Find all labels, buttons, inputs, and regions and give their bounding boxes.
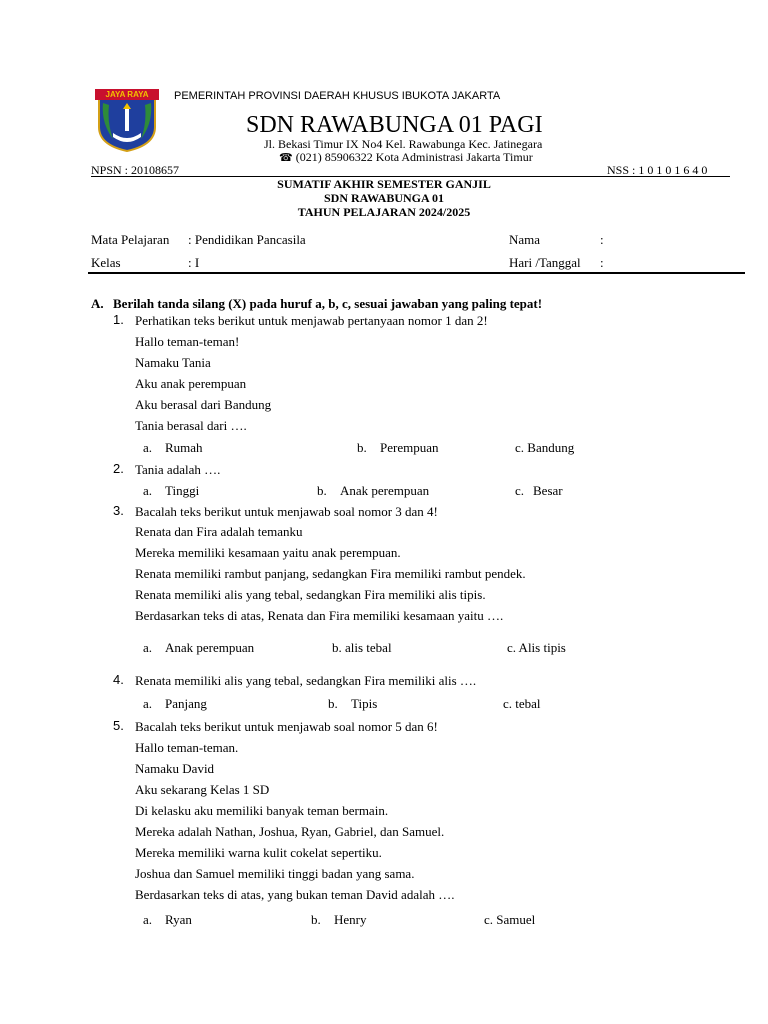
question-number: 1. xyxy=(113,312,124,327)
question-text: Bacalah teks berikut untuk menjawab soal nomor 5 dan 6! xyxy=(135,719,438,734)
subject-value: : Pendidikan Pancasila xyxy=(188,232,306,247)
passage-line: Hallo teman-teman. xyxy=(135,740,239,755)
phone-number: (021) 85906322 Kota Administrasi Jakarta Timur xyxy=(295,150,533,164)
option-letter[interactable]: b. xyxy=(311,912,321,927)
question-text: Bacalah teks berikut untuk menjawab soal nomor 3 dan 4! xyxy=(135,504,438,519)
option-letter[interactable]: b. xyxy=(328,696,338,711)
option-text[interactable]: c. Bandung xyxy=(515,440,575,455)
class-label: Kelas xyxy=(91,255,121,270)
school-address: Jl. Bekasi Timur IX No4 Kel. Rawabunga Kec. Jatinegara xyxy=(264,137,543,151)
option-letter[interactable]: c. xyxy=(515,483,525,498)
option-letter[interactable]: b. xyxy=(317,483,327,498)
option-text[interactable]: b. alis tebal xyxy=(332,640,392,655)
passage-line: Joshua dan Samuel memiliki tinggi badan yang sama. xyxy=(135,866,415,881)
exam-school: SDN RAWABUNGA 01 xyxy=(323,191,445,205)
option-text[interactable]: c. tebal xyxy=(503,696,541,711)
phone-icon: ☎ xyxy=(279,151,293,164)
passage-line: Aku anak perempuan xyxy=(135,376,247,391)
class-value: : I xyxy=(188,255,200,270)
option-text[interactable]: Rumah xyxy=(165,440,203,455)
exam-year: TAHUN PELAJARAN 2024/2025 xyxy=(297,205,471,219)
dki-jakarta-logo xyxy=(95,87,159,153)
question-text: Perhatikan teks berikut untuk menjawab pertanyaan nomor 1 dan 2! xyxy=(135,313,488,328)
question-number: 5. xyxy=(113,718,124,733)
name-label: Nama xyxy=(509,232,541,247)
option-text[interactable]: Tipis xyxy=(351,696,378,711)
option-letter[interactable]: a. xyxy=(143,483,153,498)
question-number: 4. xyxy=(113,672,124,687)
passage-line: Hallo teman-teman! xyxy=(135,334,240,349)
section-label: A. xyxy=(91,296,104,311)
date-field[interactable]: : xyxy=(600,255,604,270)
passage-line: Berdasarkan teks di atas, yang bukan teman David adalah …. xyxy=(135,887,455,902)
school-name: SDN RAWABUNGA 01 PAGI xyxy=(246,112,543,138)
section-instruction: Berilah tanda silang (X) pada huruf a, b, c, sesuai jawaban yang paling tepat! xyxy=(113,296,543,311)
option-text[interactable]: c. Alis tipis xyxy=(507,640,566,655)
date-label: Hari /Tanggal xyxy=(509,255,581,270)
option-text[interactable]: Henry xyxy=(334,912,367,927)
passage-line: Di kelasku aku memiliki banyak teman bermain. xyxy=(135,803,389,818)
passage-line: Mereka memiliki kesamaan yaitu anak perempuan. xyxy=(135,545,401,560)
passage-line: Tania berasal dari …. xyxy=(135,418,247,433)
option-text[interactable]: Anak perempuan xyxy=(340,483,430,498)
option-letter[interactable]: a. xyxy=(143,696,153,711)
question-number: 3. xyxy=(113,503,124,518)
option-letter[interactable]: b. xyxy=(357,440,367,455)
passage-line: Berdasarkan teks di atas, Renata dan Fira memiliki kesamaan yaitu …. xyxy=(135,608,504,623)
exam-title: SUMATIF AKHIR SEMESTER GANJIL xyxy=(277,177,491,191)
option-text[interactable]: Anak perempuan xyxy=(165,640,255,655)
passage-line: Renata dan Fira adalah temanku xyxy=(135,524,303,539)
option-letter[interactable]: a. xyxy=(143,912,153,927)
subject-label: Mata Pelajaran xyxy=(91,232,170,247)
passage-line: Aku sekarang Kelas 1 SD xyxy=(135,782,270,797)
option-text[interactable]: Besar xyxy=(533,483,563,498)
info-divider xyxy=(88,272,745,274)
question-number: 2. xyxy=(113,461,124,476)
passage-line: Mereka adalah Nathan, Joshua, Ryan, Gabriel, dan Samuel. xyxy=(135,824,445,839)
option-text[interactable]: c. Samuel xyxy=(484,912,536,927)
passage-line: Namaku David xyxy=(135,761,215,776)
school-phone xyxy=(279,150,533,165)
passage-line: Mereka memiliki warna kulit cokelat sepertiku. xyxy=(135,845,382,860)
option-letter[interactable]: a. xyxy=(143,440,153,455)
question-text: Renata memiliki alis yang tebal, sedangkan Fira memiliki alis …. xyxy=(135,673,477,688)
option-text[interactable]: Ryan xyxy=(165,912,192,927)
passage-line: Namaku Tania xyxy=(135,355,211,370)
passage-line: Renata memiliki alis yang tebal, sedangkan Fira memiliki alis tipis. xyxy=(135,587,486,602)
passage-line: Renata memiliki rambut panjang, sedangkan Fira memiliki rambut pendek. xyxy=(135,566,526,581)
logo-banner: JAYA RAYA xyxy=(105,90,149,99)
nss: NSS : 1 0 1 0 1 6 4 0 xyxy=(607,163,708,177)
option-text[interactable]: Panjang xyxy=(165,696,207,711)
option-text[interactable]: Perempuan xyxy=(380,440,439,455)
name-field[interactable]: : xyxy=(600,232,604,247)
option-letter[interactable]: a. xyxy=(143,640,153,655)
option-text[interactable]: Tinggi xyxy=(165,483,200,498)
npsn: NPSN : 20108657 xyxy=(91,163,180,177)
question-text: Tania adalah …. xyxy=(135,462,221,477)
passage-line: Aku berasal dari Bandung xyxy=(135,397,272,412)
government-name: PEMERINTAH PROVINSI DAERAH KHUSUS IBUKOTA JAKARTA xyxy=(174,90,501,102)
